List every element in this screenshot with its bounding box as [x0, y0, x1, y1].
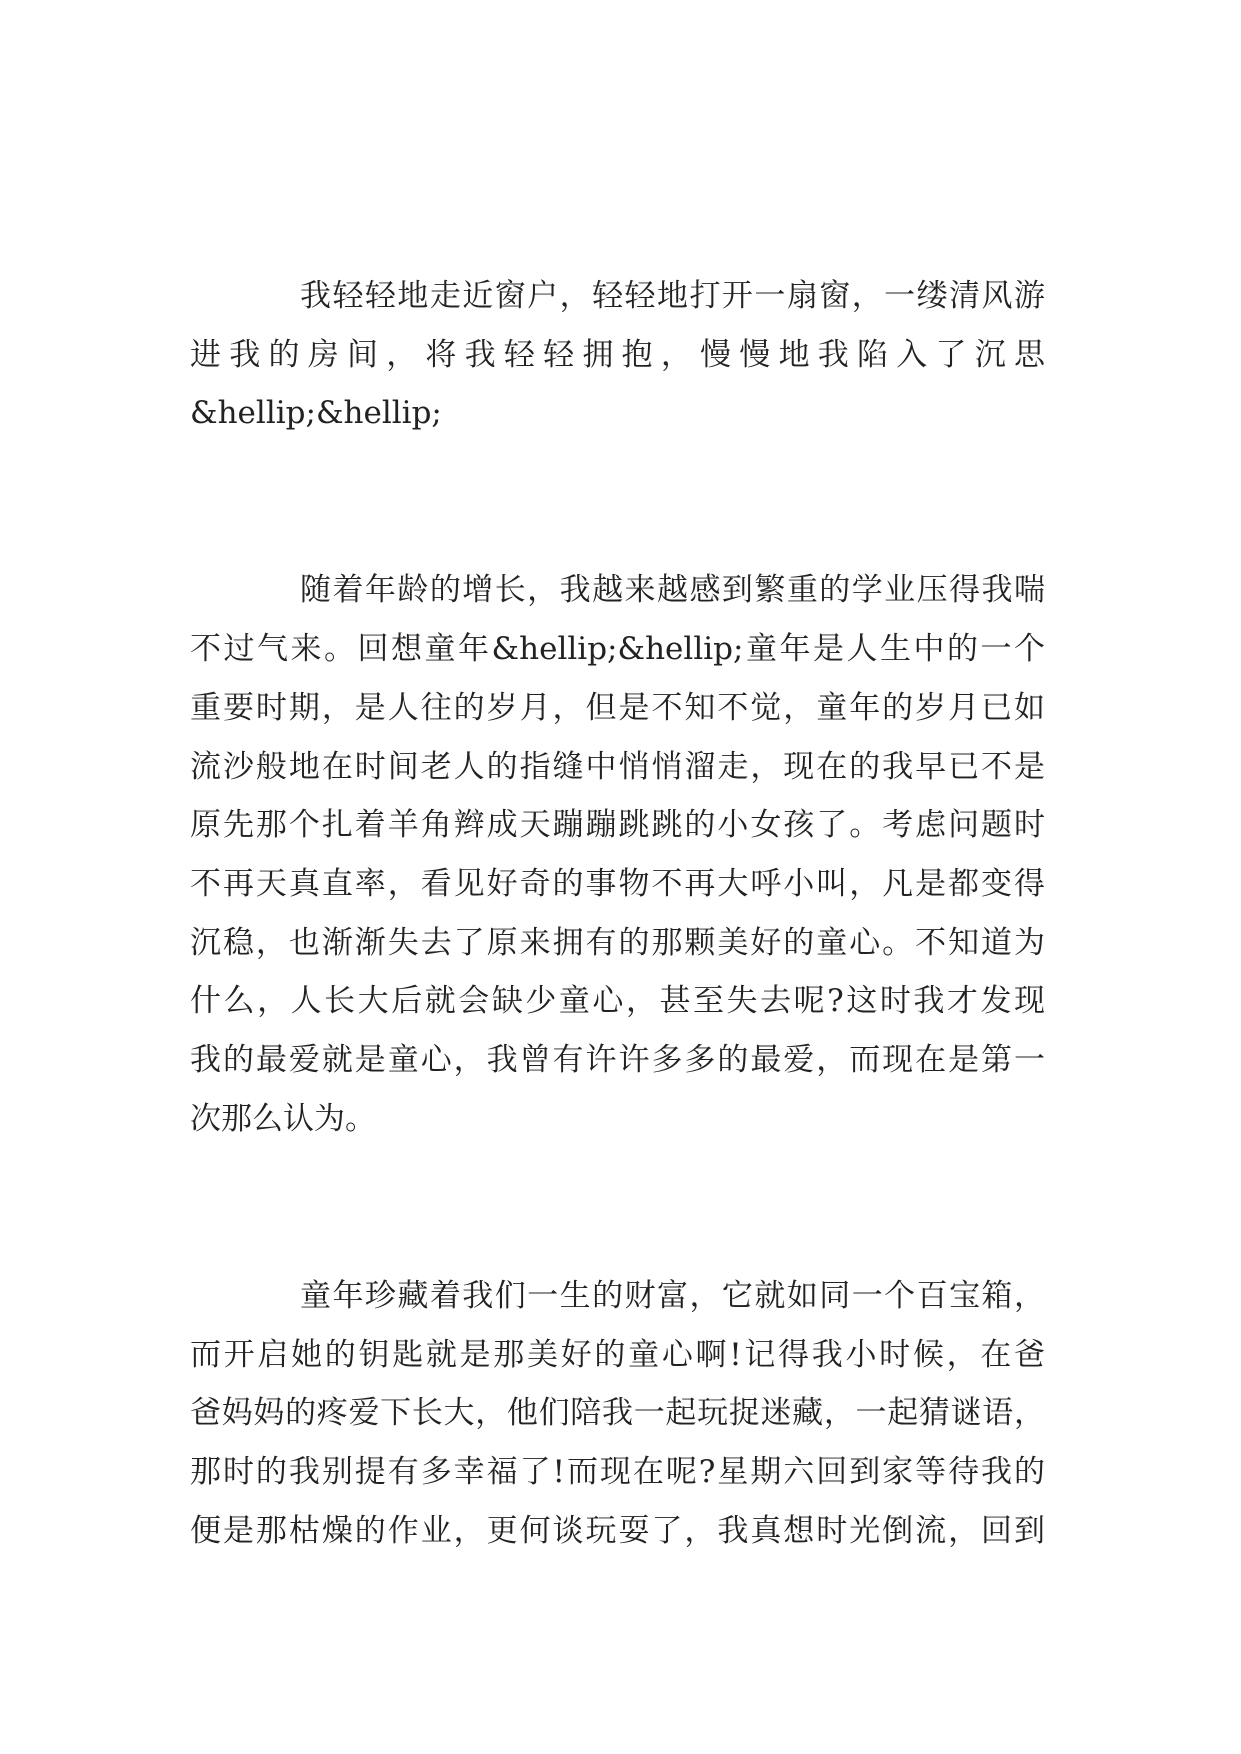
paragraph-1-line-2: 进我的房间，将我轻轻拥抱，慢慢地我陷入了沉思 [190, 337, 1045, 373]
paragraph-2-line-4: 流沙般地在时间老人的指缝中悄悄溜走，现在的我早已不是 [190, 749, 1045, 785]
paragraph-3-line-4: 那时的我别提有多幸福了!而现在呢?星期六回到家等待我的 [190, 1454, 1045, 1490]
paragraph-1-line-3: &hellip;&hellip; [190, 395, 442, 431]
paragraph-2-line-7: 沉稳，也渐渐失去了原来拥有的那颗美好的童心。不知道为 [190, 925, 1045, 961]
paragraph-3-line-1: 童年珍藏着我们一生的财富，它就如同一个百宝箱， [300, 1278, 1045, 1314]
paragraph-2-line-5: 原先那个扎着羊角辫成天蹦蹦跳跳的小女孩了。考虑问题时 [190, 807, 1045, 843]
paragraph-3-line-3: 爸妈妈的疼爱下长大，他们陪我一起玩捉迷藏，一起猜谜语， [190, 1395, 1045, 1431]
paragraph-3-line-2: 而开启她的钥匙就是那美好的童心啊!记得我小时候，在爸 [190, 1337, 1045, 1373]
paragraph-2-line-3: 重要时期，是人往的岁月，但是不知不觉，童年的岁月已如 [190, 690, 1045, 726]
paragraph-2-line-1: 随着年龄的增长，我越来越感到繁重的学业压得我喘 [300, 572, 1045, 608]
paragraph-2-line-9: 我的最爱就是童心，我曾有许许多多的最爱，而现在是第一 [190, 1042, 1045, 1078]
paragraph-1-line-1: 我轻轻地走近窗户，轻轻地打开一扇窗，一缕清风游 [300, 278, 1045, 314]
paragraph-2-line-2: 不过气来。回想童年&hellip;&hellip;童年是人生中的一个 [190, 631, 1045, 667]
paragraph-2-line-6: 不再天真直率，看见好奇的事物不再大呼小叫，凡是都变得 [190, 866, 1045, 902]
paragraph-2-line-8: 什么，人长大后就会缺少童心，甚至失去呢?这时我才发现 [190, 983, 1045, 1019]
paragraph-2-line-10: 次那么认为。 [190, 1101, 376, 1137]
paragraph-3-line-5: 便是那枯燥的作业，更何谈玩耍了，我真想时光倒流，回到 [190, 1513, 1045, 1549]
